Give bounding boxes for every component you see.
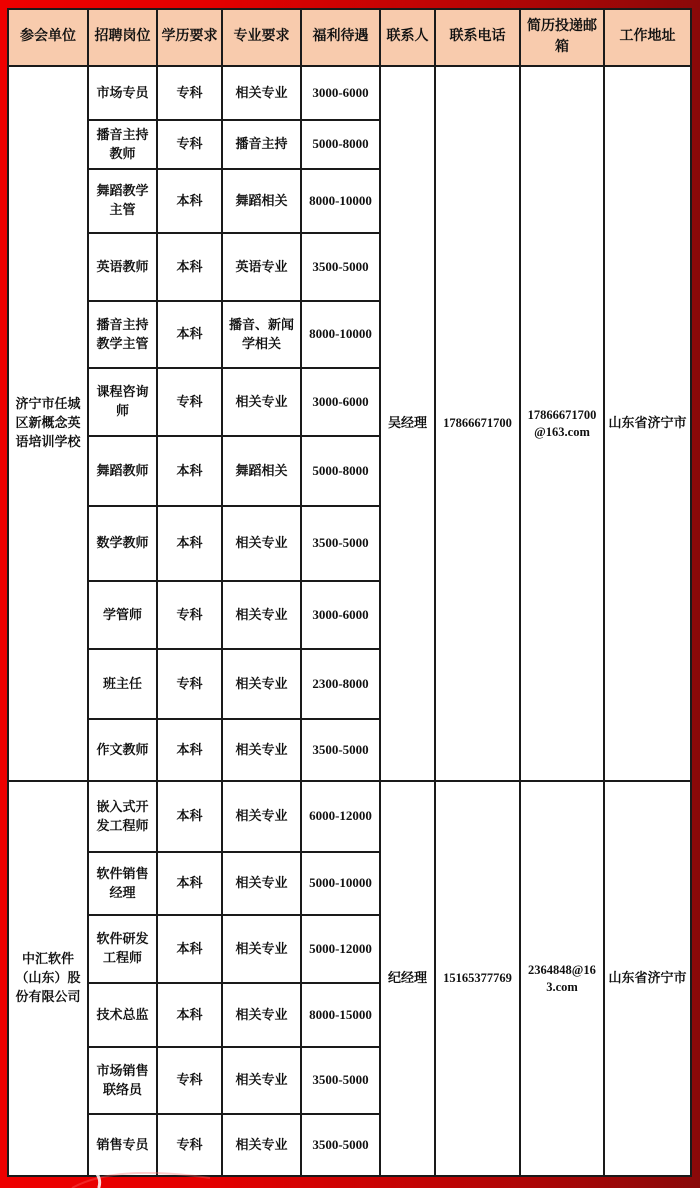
salary-cell: 5000-10000 [301,852,380,915]
education-cell: 专科 [157,120,222,169]
address-cell: 山东省济宁市 [604,781,691,1176]
education-cell: 本科 [157,169,222,233]
header-row [8,9,691,66]
education-cell: 本科 [157,436,222,506]
salary-cell: 3500-5000 [301,1047,380,1114]
major-cell: 相关专业 [222,368,301,436]
header-phone: 联系电话 [435,9,520,66]
salary-cell: 3000-6000 [301,66,380,120]
position-cell: 嵌入式开发工程师 [88,781,157,852]
contact-cell: 吴经理 [380,66,435,781]
salary-cell: 5000-12000 [301,915,380,983]
major-cell: 相关专业 [222,915,301,983]
education-cell: 本科 [157,852,222,915]
salary-cell: 2300-8000 [301,649,380,719]
major-cell: 相关专业 [222,649,301,719]
major-cell: 相关专业 [222,1114,301,1176]
position-cell: 班主任 [88,649,157,719]
salary-cell: 6000-12000 [301,781,380,852]
education-cell: 本科 [157,233,222,301]
position-cell: 软件研发工程师 [88,915,157,983]
major-cell: 相关专业 [222,581,301,649]
education-cell: 本科 [157,781,222,852]
position-cell: 播音主持教学主管 [88,301,157,368]
major-cell: 相关专业 [222,852,301,915]
salary-cell: 3000-6000 [301,581,380,649]
position-cell: 英语教师 [88,233,157,301]
position-cell: 软件销售经理 [88,852,157,915]
header-salary: 福利待遇 [301,9,380,66]
major-cell: 相关专业 [222,719,301,781]
salary-cell: 8000-10000 [301,301,380,368]
position-cell: 销售专员 [88,1114,157,1176]
table-row [8,781,691,852]
position-cell: 数学教师 [88,506,157,581]
position-cell: 舞蹈教学主管 [88,169,157,233]
header-contact: 联系人 [380,9,435,66]
major-cell: 播音、新闻学相关 [222,301,301,368]
education-cell: 专科 [157,1114,222,1176]
education-cell: 专科 [157,581,222,649]
education-cell: 本科 [157,301,222,368]
position-cell: 技术总监 [88,983,157,1047]
header-major: 专业要求 [222,9,301,66]
education-cell: 专科 [157,66,222,120]
education-cell: 本科 [157,506,222,581]
education-cell: 本科 [157,719,222,781]
salary-cell: 5000-8000 [301,120,380,169]
salary-cell: 8000-15000 [301,983,380,1047]
salary-cell: 5000-8000 [301,436,380,506]
position-cell: 学管师 [88,581,157,649]
company-name-cell: 中汇软件（山东）股份有限公司 [8,781,88,1176]
header-email: 简历投递邮箱 [520,9,604,66]
education-cell: 专科 [157,649,222,719]
major-cell: 播音主持 [222,120,301,169]
phone-cell: 15165377769 [435,781,520,1176]
header-unit: 参会单位 [8,9,88,66]
position-cell: 市场销售联络员 [88,1047,157,1114]
table-row [8,66,691,120]
salary-cell: 3500-5000 [301,719,380,781]
table-sheet [7,8,692,1175]
major-cell: 相关专业 [222,983,301,1047]
major-cell: 英语专业 [222,233,301,301]
salary-cell: 8000-10000 [301,169,380,233]
email-cell: 17866671700@163.com [520,66,604,781]
position-cell: 作文教师 [88,719,157,781]
education-cell: 本科 [157,915,222,983]
salary-cell: 3500-5000 [301,233,380,301]
header-position: 招聘岗位 [88,9,157,66]
recruitment-table [7,8,692,1177]
salary-cell: 3500-5000 [301,506,380,581]
salary-cell: 3000-6000 [301,368,380,436]
position-cell: 播音主持教师 [88,120,157,169]
position-cell: 市场专员 [88,66,157,120]
header-education: 学历要求 [157,9,222,66]
position-cell: 课程咨询师 [88,368,157,436]
email-cell: 2364848@163.com [520,781,604,1176]
phone-cell: 17866671700 [435,66,520,781]
major-cell: 舞蹈相关 [222,436,301,506]
education-cell: 本科 [157,983,222,1047]
header-address: 工作地址 [604,9,691,66]
major-cell: 相关专业 [222,1047,301,1114]
major-cell: 相关专业 [222,781,301,852]
company-name-cell: 济宁市任城区新概念英语培训学校 [8,66,88,781]
major-cell: 相关专业 [222,506,301,581]
major-cell: 相关专业 [222,66,301,120]
education-cell: 专科 [157,1047,222,1114]
education-cell: 专科 [157,368,222,436]
contact-cell: 纪经理 [380,781,435,1176]
major-cell: 舞蹈相关 [222,169,301,233]
salary-cell: 3500-5000 [301,1114,380,1176]
address-cell: 山东省济宁市 [604,66,691,781]
position-cell: 舞蹈教师 [88,436,157,506]
